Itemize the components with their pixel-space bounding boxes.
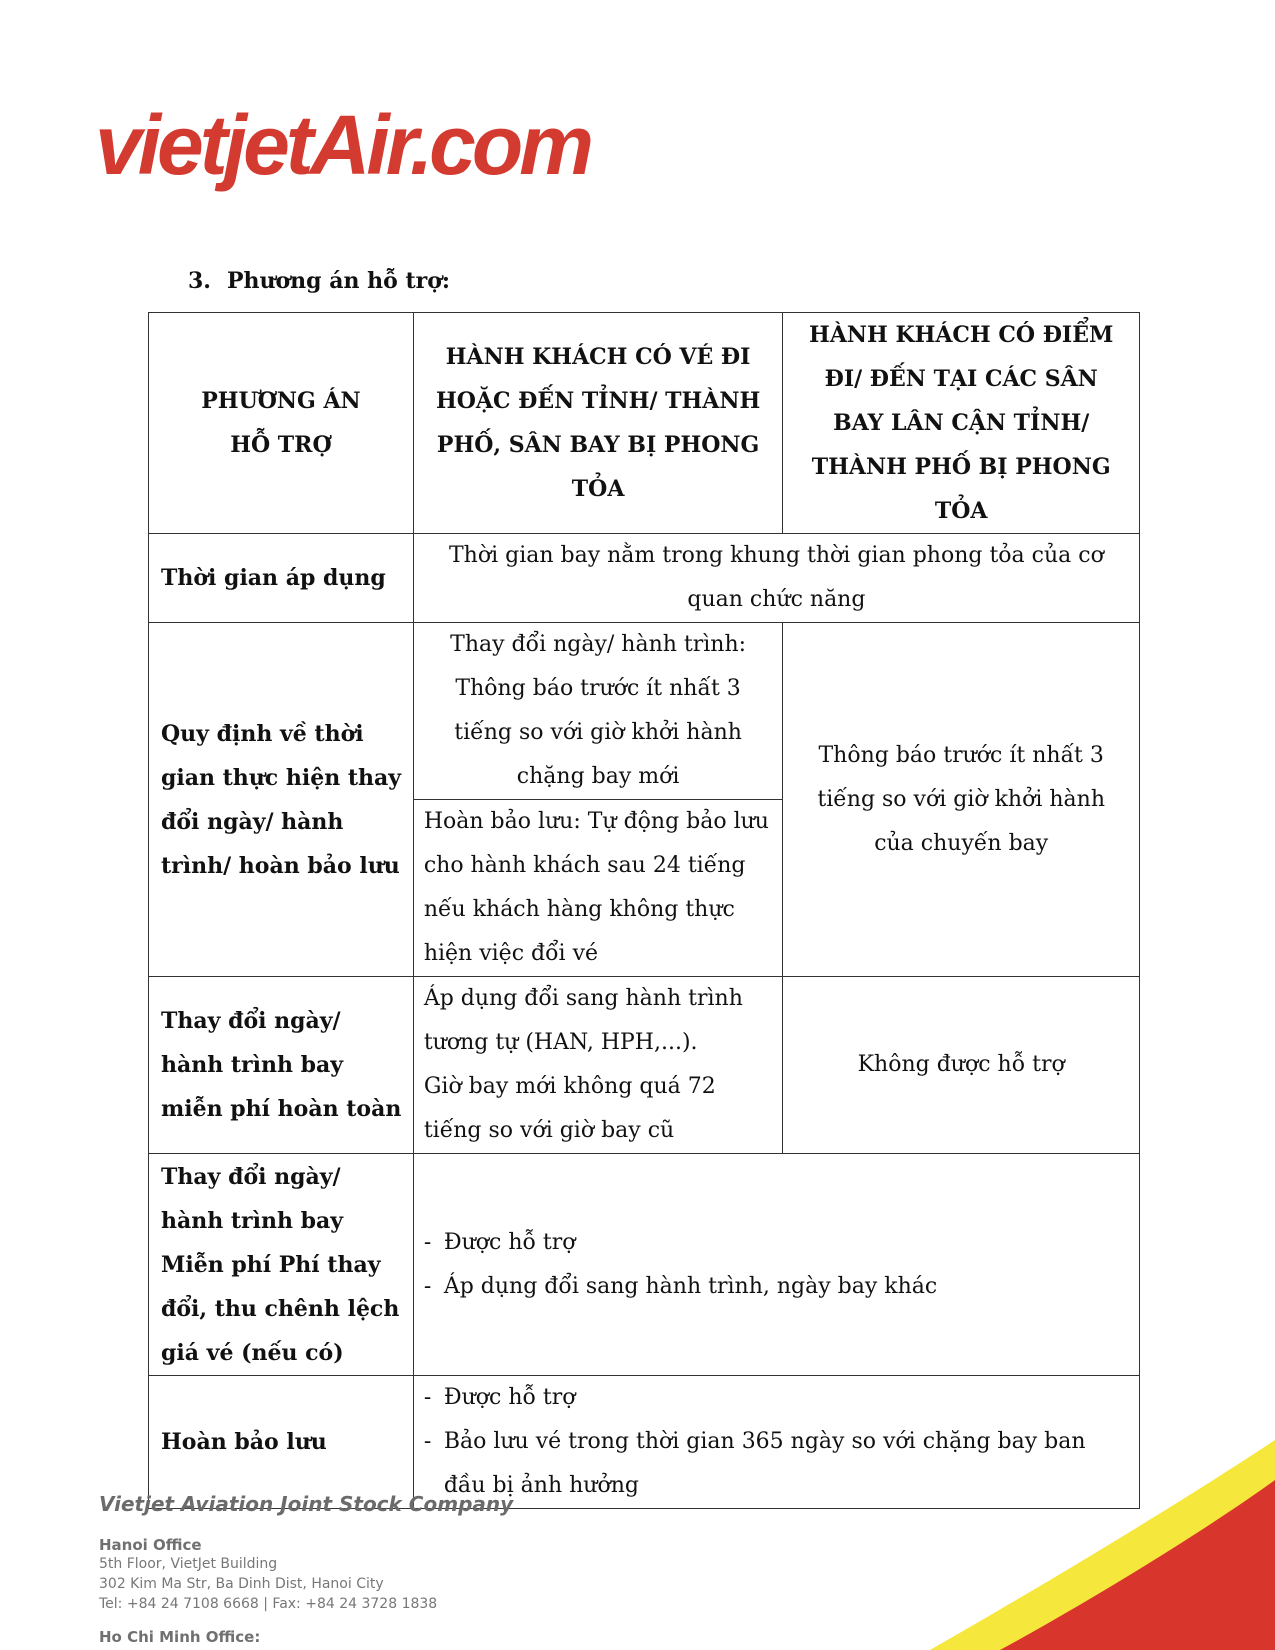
hcm-office-block	[99, 1628, 260, 1646]
hanoi-office-block	[99, 1536, 437, 1614]
time-rule-change-cell: Thay đổi ngày/ hành trình: Thông báo trước ít nhất 3 tiếng so với giờ khởi hành chặng bay mới	[413, 623, 783, 800]
hanoi-office-title: Hanoi Office	[99, 1536, 202, 1554]
row-label-apply-time: Thời gian áp dụng	[149, 534, 414, 623]
section-heading	[188, 268, 450, 294]
hanoi-office-address-2: 302 Kim Ma Str, Ba Dinh Dist, Hanoi City	[99, 1576, 384, 1592]
free-change-cell	[413, 977, 783, 1154]
table-row	[149, 977, 1140, 1154]
bullet-item: - Được hỗ trợ	[424, 1376, 1129, 1420]
bullet-text: Được hỗ trợ	[443, 1385, 576, 1410]
bullet-text: Bảo lưu vé trong thời gian 365 ngày so với chặng bay ban đầu bị ảnh hưởng	[443, 1429, 1086, 1498]
apply-time-value: Thời gian bay nằm trong khung thời gian phong tỏa của cơ quan chức năng	[413, 534, 1139, 623]
bullet-item: - Được hỗ trợ	[424, 1221, 1129, 1265]
free-change-line-2: Giờ bay mới không quá 72 tiếng so với giờ bay cũ	[423, 1074, 716, 1143]
free-change-diff-cell	[413, 1154, 1139, 1376]
hanoi-office-contact: Tel: +84 24 7108 6668 | Fax: +84 24 3728 1838	[99, 1596, 438, 1612]
row-label-free-change-diff: Thay đổi ngày/ hành trình bay Miễn phí Phí thay đổi, thu chênh lệch giá vé (nếu có)	[149, 1154, 414, 1376]
row-label-free-change: Thay đổi ngày/ hành trình bay miễn phí hoàn toàn	[149, 977, 414, 1154]
free-change-nearby-cell: Không được hỗ trợ	[783, 977, 1140, 1154]
free-change-line-1: Áp dụng đổi sang hành trình tương tự (HAN, HPH,...).	[423, 986, 743, 1055]
header-cell-nearby-passengers: HÀNH KHÁCH CÓ ĐIỂM ĐI/ ĐẾN TẠI CÁC SÂN BAY LÂN CẬN TỈNH/ THÀNH PHỐ BỊ PHONG TỎA	[783, 313, 1140, 534]
table-row	[149, 534, 1140, 623]
header-cell-option: PHƯƠNG ÁN HỖ TRỢ	[149, 313, 414, 534]
bullet-item: - Áp dụng đổi sang hành trình, ngày bay khác	[424, 1265, 1129, 1309]
vietjet-logo	[95, 100, 615, 190]
row-label-time-rule: Quy định về thời gian thực hiện thay đổi ngày/ hành trình/ hoàn bảo lưu	[149, 623, 414, 977]
hcm-office-title: Ho Chi Minh Office:	[99, 1628, 261, 1646]
footer-company-name: Vietjet Aviation Joint Stock Company	[99, 1492, 514, 1516]
bullet-item: - Bảo lưu vé trong thời gian 365 ngày so với chặng bay ban đầu bị ảnh hưởng	[424, 1420, 1129, 1508]
table-row	[149, 623, 1140, 800]
row-label-reserve: Hoàn bảo lưu	[149, 1376, 414, 1509]
support-options-table	[148, 312, 1140, 1509]
time-rule-nearby-cell: Thông báo trước ít nhất 3 tiếng so với giờ khởi hành của chuyến bay	[783, 623, 1140, 977]
header-cell-lockdown-passengers: HÀNH KHÁCH CÓ VÉ ĐI HOẶC ĐẾN TỈNH/ THÀNH PHỐ, SÂN BAY BỊ PHONG TỎA	[413, 313, 783, 534]
bullet-text: Áp dụng đổi sang hành trình, ngày bay khác	[443, 1273, 938, 1299]
logo-text: vietjetAir.com	[95, 98, 590, 192]
table-row	[149, 1376, 1140, 1509]
time-rule-reserve-cell: Hoàn bảo lưu: Tự động bảo lưu cho hành khách sau 24 tiếng nếu khách hàng không thực hiện việc đổi vé	[413, 800, 783, 977]
hanoi-office-address-1: 5th Floor, VietJet Building	[99, 1556, 278, 1572]
section-number: 3.	[188, 268, 211, 294]
table-header-row	[149, 313, 1140, 534]
table-row	[149, 1154, 1140, 1376]
bullet-text: Được hỗ trợ	[443, 1229, 576, 1255]
section-title: Phương án hỗ trợ:	[226, 268, 450, 294]
reserve-cell	[413, 1376, 1139, 1509]
